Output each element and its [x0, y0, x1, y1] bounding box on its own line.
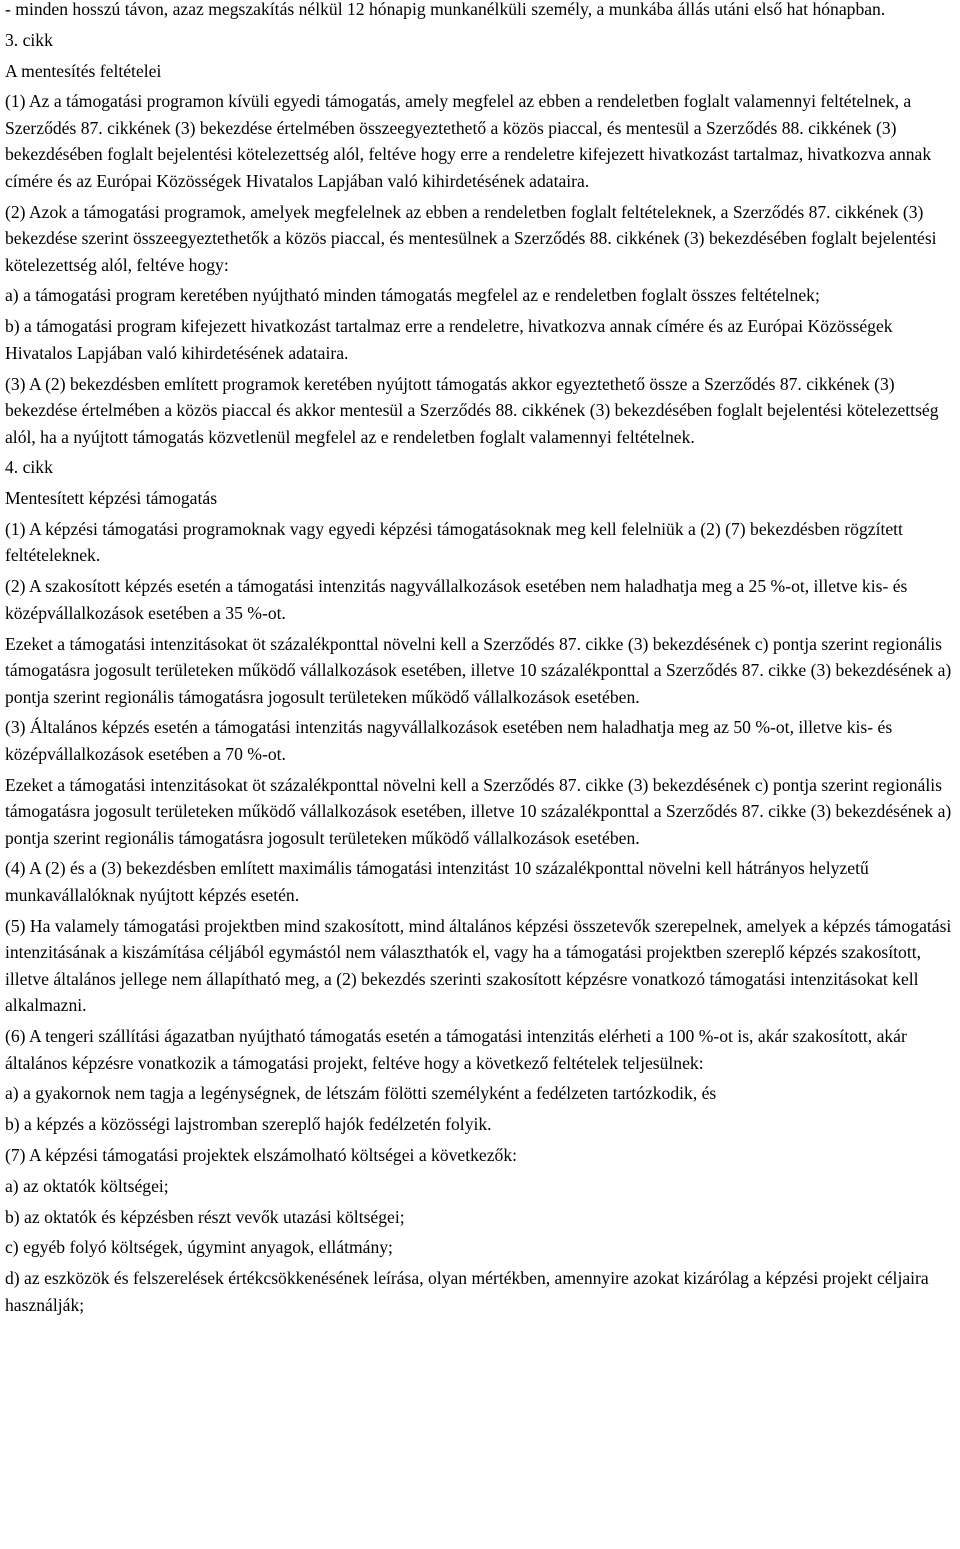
paragraph-unemployed-person: - minden hosszú távon, azaz megszakítás nélkül 12 hónapig munkanélküli személy, a munkába állás utáni első hat hónapban.: [5, 0, 886, 19]
article-4-paragraph-2-increase: Ezeket a támogatási intenzitásokat öt százalékponttal növelni kell a Szerződés 87. cikke (3) bekezdésének c) pontja szerint regionális támogatásra jogosult területeken működő vállalkozások esetében, illetve 10 százalékponttal a Szerződés 87. cikke (3) bekezdésének a) pontja szerint regionális támogatásra jogosult területeken működő vállalkozások esetében.: [5, 633, 952, 707]
article-4-number: 4. cikk: [5, 457, 53, 478]
article-4-paragraph-6-point-b: b) a képzés a közösségi lajstromban szereplő hajók fedélzetén folyik.: [5, 1114, 492, 1135]
article-3-number: 3. cikk: [5, 29, 53, 50]
article-4-paragraph-7-point-a: a) az oktatók költségei;: [5, 1175, 169, 1196]
article-4-paragraph-5: (5) Ha valamely támogatási projektben mind szakosított, mind általános képzési összetevők szerepelnek, amelyek a képzés támogatási intenzitásának a kiszámítása céljából egymástól nem választhatók el, vagy ha a támogatási projektben szereplő képzés szakosított, illetve általános jellege nem állapítható meg, a (2) bekezdés szerinti szakosított képzésre vonatkozó támogatási intenzitásokat kell alkalmazni.: [5, 915, 952, 1016]
article-4-paragraph-3-increase: Ezeket a támogatási intenzitásokat öt százalékponttal növelni kell a Szerződés 87. cikke (3) bekezdésének c) pontja szerint regionális támogatásra jogosult területeken működő vállalkozások esetében, illetve 10 százalékponttal a Szerződés 87. cikke (3) bekezdésének a) pontja szerint regionális támogatásra jogosult területeken működő vállalkozások esetében.: [5, 774, 952, 848]
article-4-paragraph-6: (6) A tengeri szállítási ágazatban nyújtható támogatás esetén a támogatási intenzitás elérheti a 100 %-ot is, akár szakosított, akár általános képzésre vonatkozik a támogatási projekt, feltéve hogy a következő feltételek teljesülnek:: [5, 1026, 907, 1073]
article-4-paragraph-6-point-a: a) a gyakornok nem tagja a legénységnek, de létszám fölötti személyként a fedélzeten tartózkodik, és: [5, 1083, 717, 1104]
article-4-paragraph-7-point-d: d) az eszközök és felszerelések értékcsökkenésének leírása, olyan mértékben, amennyire azokat kizárólag a képzési projekt céljaira használják;: [5, 1268, 929, 1315]
article-3-paragraph-1: (1) Az a támogatási programon kívüli egyedi támogatás, amely megfelel az ebben a rendeletben foglalt valamennyi feltételnek, a Szerződés 87. cikkének (3) bekezdése értelmében összeegyeztethető a közös piaccal, és mentesül a Szerződés 88. cikkének (3) bekezdésében foglalt bejelentési kötelezettség alól, feltéve hogy erre a rendeletre kifejezett hivatkozást tartalmaz, hivatkozva annak címére és az Európai Közösségek Hivatalos Lapjában való kihirdetésének adataira.: [5, 91, 932, 191]
article-4-paragraph-2: (2) A szakosított képzés esetén a támogatási intenzitás nagyvállalkozások esetében nem haladhatja meg a 25 %-ot, illetve kis- és középvállalkozások esetében a 35 %-ot.: [5, 576, 908, 623]
article-4-paragraph-4: (4) A (2) és a (3) bekezdésben említett maximális támogatási intenzitást 10 százalékponttal növelni kell hátrányos helyzetű munkavállalóknak nyújtott képzés esetén.: [5, 858, 869, 905]
article-3-paragraph-2-point-a: a) a támogatási program keretében nyújtható minden támogatás megfelel az e rendeletben foglalt összes feltételnek;: [5, 285, 820, 306]
article-3-paragraph-3: (3) A (2) bekezdésben említett programok keretében nyújtott támogatás akkor egyeztethető össze a Szerződés 87. cikkének (3) bekezdése értelmében a közös piaccal és akkor mentesül a Szerződés 88. cikkének (3) bekezdésében foglalt bejelentési kötelezettség alól, ha a nyújtott támogatás közvetlenül megfelel az e rendeletben foglalt valamennyi feltételnek.: [5, 373, 939, 447]
article-3-paragraph-2: (2) Azok a támogatási programok, amelyek megfelelnek az ebben a rendeletben foglalt feltételeknek, a Szerződés 87. cikkének (3) bekezdése szerint összeegyeztethetők a közös piaccal, és mentesülnek a Szerződés 88. cikkének (3) bekezdésében foglalt bejelentési kötelezettség alól, feltéve hogy:: [5, 201, 937, 275]
article-4-paragraph-7-point-b: b) az oktatók és képzésben részt vevők utazási költségei;: [5, 1206, 405, 1227]
article-4-paragraph-1: (1) A képzési támogatási programoknak vagy egyedi képzési támogatásoknak meg kell felelniük a (2) (7) bekezdésben rögzített feltételeknek.: [5, 518, 903, 566]
article-4-paragraph-3: (3) Általános képzés esetén a támogatási intenzitás nagyvállalkozások esetében nem haladhatja meg az 50 %-ot, illetve kis- és középvállalkozások esetében a 70 %-ot.: [5, 717, 893, 764]
article-3-title: A mentesítés feltételei: [5, 60, 162, 81]
article-4-paragraph-7: (7) A képzési támogatási projektek elszámolható költségei a következők:: [5, 1144, 518, 1165]
article-4-paragraph-7-point-c: c) egyéb folyó költségek, úgymint anyagok, ellátmány;: [5, 1237, 393, 1258]
article-3-paragraph-2-point-b: b) a támogatási program kifejezett hivatkozást tartalmaz erre a rendeletre, hivatkozva annak címére és az Európai Közösségek Hivatalos Lapjában való kihirdetésének adataira.: [5, 316, 893, 363]
article-4-title: Mentesített képzési támogatás: [5, 488, 218, 509]
